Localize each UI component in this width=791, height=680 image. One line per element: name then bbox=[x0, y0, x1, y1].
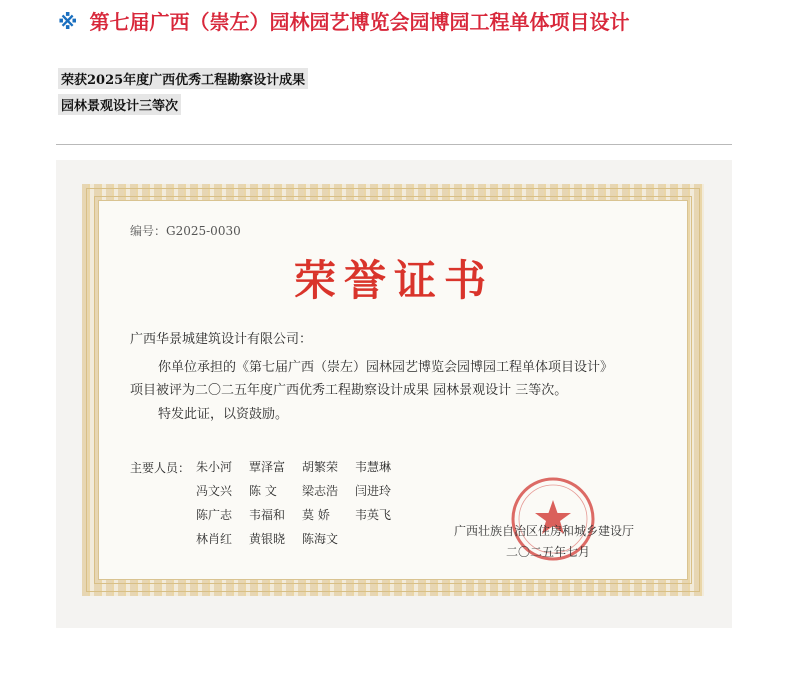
certificate-paragraph-2: 项目被评为二〇二五年度广西优秀工程勘察设计成果 园林景观设计 三等次。 bbox=[130, 383, 568, 398]
member-name: 黄银晓 bbox=[249, 532, 286, 546]
reference-mark-icon: ※ bbox=[58, 10, 78, 34]
project-title: 第七届广西（崇左）园林园艺博览会园博园工程单体项目设计 bbox=[89, 10, 630, 34]
member-name: 韦慧琳 bbox=[355, 460, 392, 474]
certificate-number: 编号：G2025-0030 bbox=[130, 224, 241, 238]
certificate-paragraph-1: 你单位承担的《第七届广西（崇左）园林园艺博览会园博园工程单体项目设计》 bbox=[158, 360, 614, 375]
member-name: 覃泽富 bbox=[249, 460, 286, 474]
award-line-2: 园林景观设计三等次 bbox=[58, 94, 181, 115]
member-name: 闫进玲 bbox=[355, 484, 392, 498]
certificate-heading: 荣誉证书 bbox=[293, 256, 494, 305]
member-name: 陈广志 bbox=[196, 508, 233, 522]
certificate-recipient: 广西华景城建筑设计有限公司： bbox=[130, 332, 313, 347]
member-name: 冯文兴 bbox=[196, 484, 233, 498]
member-name: 陈 文 bbox=[249, 484, 277, 498]
member-name: 朱小河 bbox=[196, 460, 233, 474]
member-name: 韦福和 bbox=[249, 508, 286, 522]
certificate-image bbox=[56, 160, 732, 628]
page-title bbox=[58, 6, 629, 35]
certificate-paragraph-3: 特发此证，以资鼓励。 bbox=[158, 407, 289, 422]
member-name: 梁志浩 bbox=[302, 484, 339, 498]
issuer: 广西壮族自治区住房和城乡建设厅 bbox=[454, 524, 635, 538]
member-name: 胡繁荣 bbox=[302, 460, 339, 474]
member-name: 韦英飞 bbox=[355, 508, 392, 522]
member-name: 陈海文 bbox=[302, 532, 339, 546]
member-name: 莫 娇 bbox=[302, 508, 330, 522]
members-list bbox=[196, 458, 403, 547]
award-line-1: 荣获2025年度广西优秀工程勘察设计成果 bbox=[58, 68, 308, 89]
issue-date: 二〇二五年七月 bbox=[506, 545, 591, 559]
member-name: 林肖红 bbox=[196, 532, 233, 546]
divider bbox=[56, 144, 732, 145]
members-label: 主要人员： bbox=[130, 461, 191, 475]
